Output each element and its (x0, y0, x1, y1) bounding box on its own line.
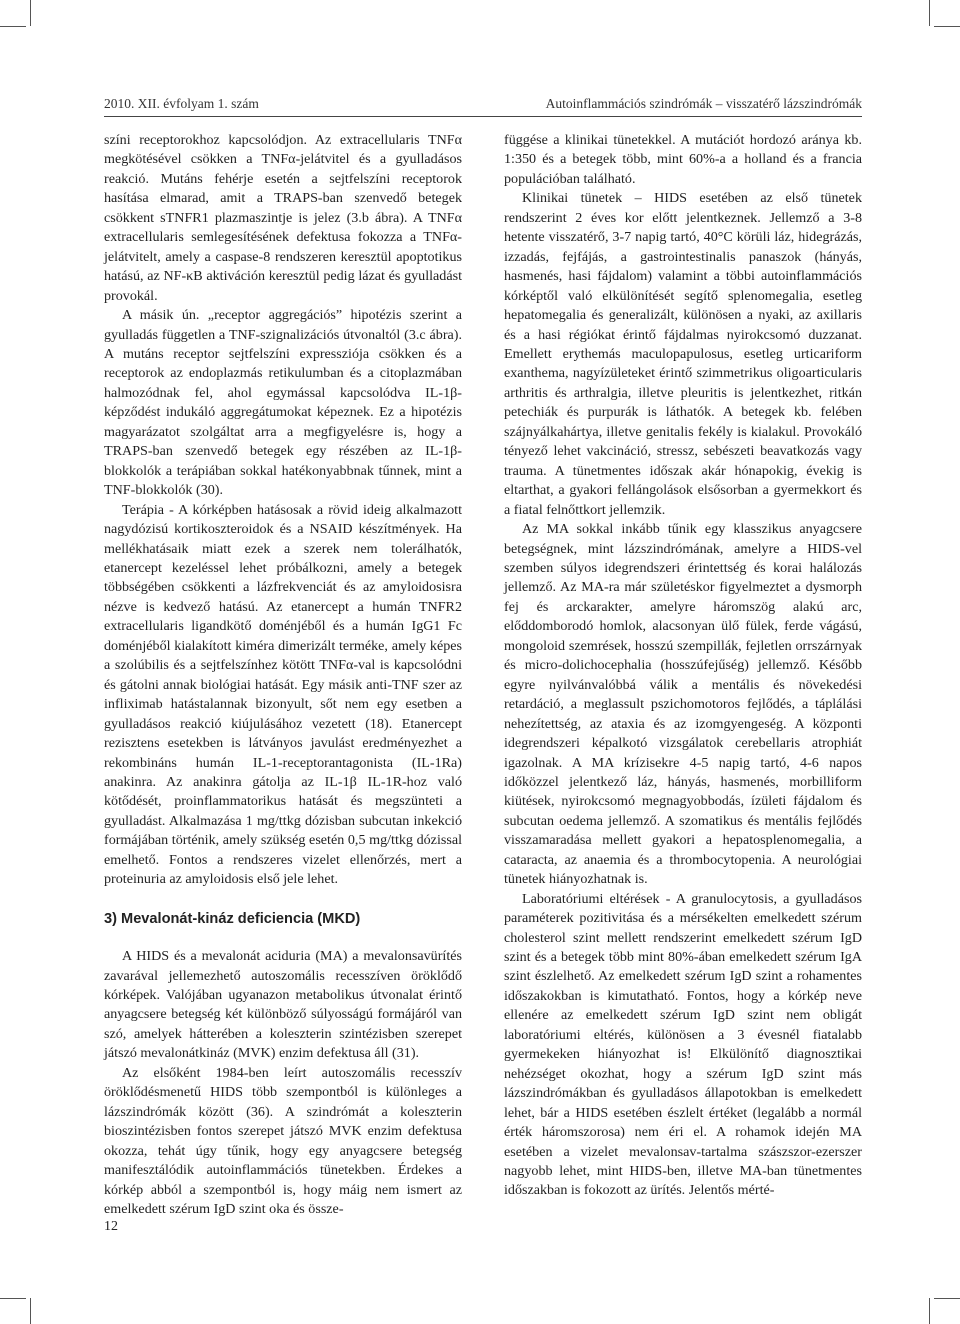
right-column (504, 131, 862, 1201)
running-header (104, 96, 862, 114)
crop-mark (30, 0, 31, 26)
paragraph: függése a klinikai tünetekkel. A mutációt hordozó aránya kb. 1:350 és a betegek több, mint 60%-a a holland és a francia populációban található. (504, 132, 862, 187)
article-title: Autoinflammációs szindrómák – visszatérő lázszindrómák (545, 96, 862, 111)
crop-mark (929, 1298, 930, 1324)
paragraph: Az MA sokkal inkább tűnik egy klasszikus anyagcsere betegségnek, mint lázszindrómának, amelyre a HIDS-vel szemben súlyos idegrendszeri érintettség és korai halálozás jellemző. Az MA-ra már születéskor figyelmeztet a dysmorph fej és arckarakter, amelyre háromszög alakú arc, előddomborodó homlok, alacsonyan ülő fülek, ferde vágású, mongoloid szemrések, hosszú szempillák, fejletlen orrszárnyak és micro-dolichocephalia (hosszúfejűség) jellemző. Később egyre nyilvánvalóbbá válik a mentális és növekedési retardáció, a meglassult pszichomotoros fejlődés, a táplálási nehezítettség, az ataxia és az izomgyengeség. A központi idegrendszeri képalkotó vizsgálatok cerebellaris atrophiát igazolnak. A MA krízisekre 4-5 napig tartó, 4-6 napos időközzel jelentkező láz, hányás, hasmenés, morbilliform kiütések, nyirokcsomó megnagyobbodás, ízületi fájdalom és subcutan oedema jellemző. A szomatikus és mentális fejlődés visszamaradása mellett gyakori a hepatosplenomegalia, a cataracta, az anaemia és a thrombocytopenia. A neurológiai tünetek hiányozhatnak is. (504, 521, 862, 888)
paragraph: A másik ún. „receptor aggregációs” hipotézis szerint a gyulladás független a TNF-szignalizációs útvonaltól (3.c ábra). A mutáns receptor sejtfelszíni expressziója csökken és a receptorok az endoplazmás retikulumban és a citoplazmában halmozódnak fel, ahol egymással kapcsolódva IL-1β-képződést indukáló aggregátumokat képeznek. Ez a hipotézis magyarázatot szolgáltat arra a megfigyelésre is, hogy a TRAPS-ban szenvedő betegek egy részében az IL-1β-blokkolók a terápiában sokkal hatékonyabbnak tűnnek, mint a TNF-blokkolók (30). (104, 307, 462, 499)
crop-mark (934, 1298, 960, 1299)
header-rule (104, 116, 862, 117)
paragraph: színi receptorokhoz kapcsolódjon. Az extracellularis TNFα megkötésével csökken a TNFα-jelátvitel és a gyulladásos reakció. Mutáns fehérje esetén a sejtfelszíni receptorok hasítása elmarad, amit a TRAPS-ban szenvedő betegek csökkent sTNFR1 plazmaszintje is jelez (3.b ábra). A TNFα extracellularis semlegesítésének defektusa fokozza a TNFα-jelátvitelt, amely a caspase-8 rendszeren keresztül apoptotikus hatású, az NF-κB aktiváción keresztül pedig lázat és gyulladást provokál. (104, 132, 462, 304)
paragraph: Klinikai tünetek – HIDS esetében az első tünetek rendszerint 2 éves kor előtt jelentkeznek. Jellemző a 3-8 hetente visszatérő, 3-7 napig tartó, 40°C körüli láz, hidegrázás, izzadás, fejfájás, a gastrointestinalis panaszok (hányás, hasmenés, hasi fájdalom) valamint a többi autoinflammációs kórképtől való elkülönítését segítő splenomegalia, esetleg hepatomegalia és generalizált, különösen a nyaki, az axillaris és a hasi régiókat érintő fájdalmas nyirokcsomó duzzanat. Emellett erythemás maculopapulosus, esetleg urticariform exanthema, nagyízületeket érintő szimmetrikus oligoarticularis arthritis és arthralgia, illetve pleuritis is jelentkezhet, ritkán petechiák és purpurák is láthatók. A betegek kb. felében szájnyálkahártya, illetve genitalis fekély is kialakul. Provokáló tényező lehet vakcináció, stressz, sebészeti beavatkozás vagy trauma. A tünetmentes időszak akár hónapokig, évekig is eltarthat, a gyakori fellángolások elsősorban a gyermekkort és a fiatal felnőttkort jellemzik. (504, 190, 862, 518)
crop-mark (0, 1298, 26, 1299)
crop-mark (929, 0, 930, 26)
crop-mark (934, 26, 960, 27)
section-heading: 3) Mevalonát-kináz deficiencia (MKD) (104, 910, 361, 927)
page-number: 12 (104, 1219, 118, 1234)
crop-mark (0, 26, 26, 27)
paragraph: A HIDS és a mevalonát aciduria (MA) a mevalonsavürítés zavarával jellemezhető autoszomális recesszíven öröklődő kórképek. Valójában ugyanazon metabolikus útvonalat érintő anyagcsere betegség két különböző súlyosságú formájáról van szó, amelyek hátterében a koleszterin szintézisben szerepet játszó mevalonátkináz (MVK) enzim defektusa áll (31). (104, 948, 462, 1062)
paragraph: Laboratóriumi eltérések - A granulocytosis, a gyulladásos paraméterek pozitivitása és a mérsékelten emelkedett szérum cholesterol szint mellett rendszerint emelkedett szérum IgD szint és a betegek több mint 80%-ában emelkedett szérum IgA szint észlelhető. Az emelkedett szérum IgD szint a rohamentes időszakokban is kimutatható. Fontos, hogy a kórkép neve ellenére az emelkedett szérum IgD szint nem obligát laboratóriumi eltérés, különösen a 3 évesnél fiatalabb gyermekeken hiányozhat is! Elkülönítő diagnosztikai nehézséget okozhat, hogy a szérum IgD szint más lázszindrómákban és gyulladásos állapotokban is emelkedett lehet, bár a HIDS esetében észlelt értéket (legalább a normál érték háromszorosa) nem éri el. A rohamok idején MA esetében a vizelet mevalonsav-tartalma szászszor-ezerszer nagyobb lehet, mint HIDS-ben, illetve MA-ban tünetmentes időszakban is fokozott az ürítés. Jelentős mérté- (504, 890, 862, 1199)
crop-mark (30, 1298, 31, 1324)
paragraph: Terápia - A kórképben hatásosak a rövid ideig alkalmazott nagydózisú kortikoszteroidok és a NSAID készítmények. Ha mellékhatásaik miatt ezek a szerek nem tolerálhatók, etanercept kezeléssel lehet próbálkozni, amely a betegek többségében csökkenti a lázfrekvenciát és az amyloidosisra nézve is kedvező hatású. Az etanercept a humán TNFR2 extracellularis ligandkötő doménjéből és a humán IgG1 Fc doménjéből kialakított kiméra dimerizált terméke, amely képes a szolúbilis és a sejtfelszínhez kötött TNFα-val is kapcsolódni és gátolni annak biológiai hatását. Egy másik anti-TNF szer az infliximab hatástalannak bizonyult, sőt nem egy esetben a gyulladásos reakció kiújulásához vezetett (18). Etanercept rezisztens esetekben is látványos javulást eredményezhet a rekombináns humán IL-1-receptorantagonista (IL-1Ra) anakinra. Az anakinra gátolja az IL-1β IL-1R-hoz való kötődését, proinflammatorikus hatását és megszünteti a gyulladást. Alkalmazása 1 mg/ttkg dózisban subcutan inkekció formájában történik, amely szükség esetén 0,5 mg/ttkg dózissal emelhető. Fontos a rendszeres vizelet ellenőrzés, mert a proteinuria az amyloidosis első jele lehet. (104, 501, 462, 888)
journal-issue: 2010. XII. évfolyam 1. szám (104, 96, 259, 111)
paragraph: Az elsőként 1984-ben leírt autoszomális recesszív öröklődésmenetű HIDS több szempontból is különleges a lázszindrómák között (36). A szindrómát a koleszterin bioszintézisben fontos szerepet játszó MVK enzim defektusa okozza, tehát úgy tűnik, hogy egy anyagcsere betegség manifesztálódik autoinflammációs tünetekben. Érdekes a kórkép abból a szempontból is, hogy máig nem ismert az emelkedett szérum IgD szint oka és össze- (104, 1064, 462, 1218)
left-column (104, 131, 462, 1219)
